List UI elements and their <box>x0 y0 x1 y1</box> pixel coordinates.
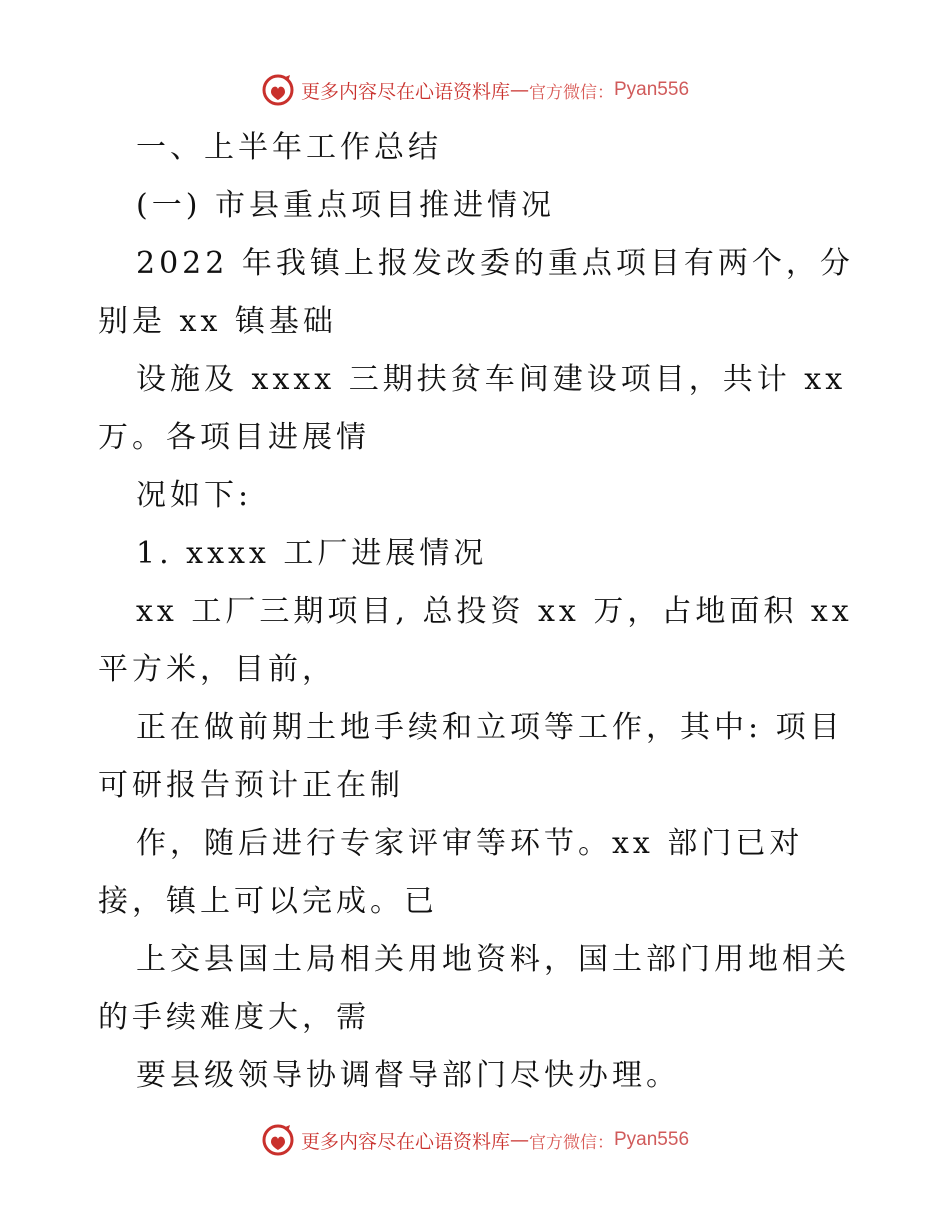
paragraph-line: 万。各项目进展情 <box>98 420 370 455</box>
watermark-wechat-id: Pyan556 <box>614 1129 690 1150</box>
paragraph-line: 作，随后进行专家评审等环节。xx 部门已对 <box>136 826 804 861</box>
paragraph-line: 正在做前期土地手续和立项等工作，其中: 项目 <box>136 710 844 745</box>
watermark-wechat-id: Pyan556 <box>614 79 690 100</box>
watermark-dash: — <box>510 1129 529 1151</box>
watermark-header <box>0 70 950 110</box>
brush-heart-logo-icon <box>261 1123 295 1157</box>
paragraph-line: 别是 xx 镇基础 <box>98 304 337 339</box>
paragraph-line: 的手续难度大，需 <box>98 1000 370 1035</box>
list-item-heading: 1. xxxx 工厂进展情况 <box>136 536 488 571</box>
paragraph-line: xx 工厂三期项目, 总投资 xx 万，占地面积 xx <box>136 594 853 629</box>
watermark-footer <box>0 1120 950 1160</box>
watermark-wechat-label: 官方微信： <box>529 82 614 103</box>
watermark-site-text: 更多内容尽在心语资料库 <box>300 80 510 103</box>
paragraph-line: 设施及 xxxx 三期扶贫车间建设项目，共计 xx <box>136 362 847 397</box>
paragraph-line: 况如下: <box>136 478 253 513</box>
paragraph-line: 平方米，目前， <box>98 652 336 687</box>
paragraph-line: 2022 年我镇上报发改委的重点项目有两个，分 <box>136 246 854 281</box>
paragraph-line: 要县级领导协调督导部门尽快办理。 <box>136 1058 680 1093</box>
watermark-wechat-label: 官方微信： <box>529 1132 614 1153</box>
watermark-site-text: 更多内容尽在心语资料库 <box>300 1130 510 1153</box>
subsection-heading: (一) 市县重点项目推进情况 <box>136 188 555 223</box>
section-heading: 一、上半年工作总结 <box>136 130 442 165</box>
paragraph-line: 可研报告预计正在制 <box>98 768 404 803</box>
watermark-dash: — <box>510 79 529 101</box>
paragraph-line: 接，镇上可以完成。已 <box>98 884 438 919</box>
paragraph-line: 上交县国土局相关用地资料，国土部门用地相关 <box>136 942 850 977</box>
brush-heart-logo-icon <box>261 73 295 107</box>
